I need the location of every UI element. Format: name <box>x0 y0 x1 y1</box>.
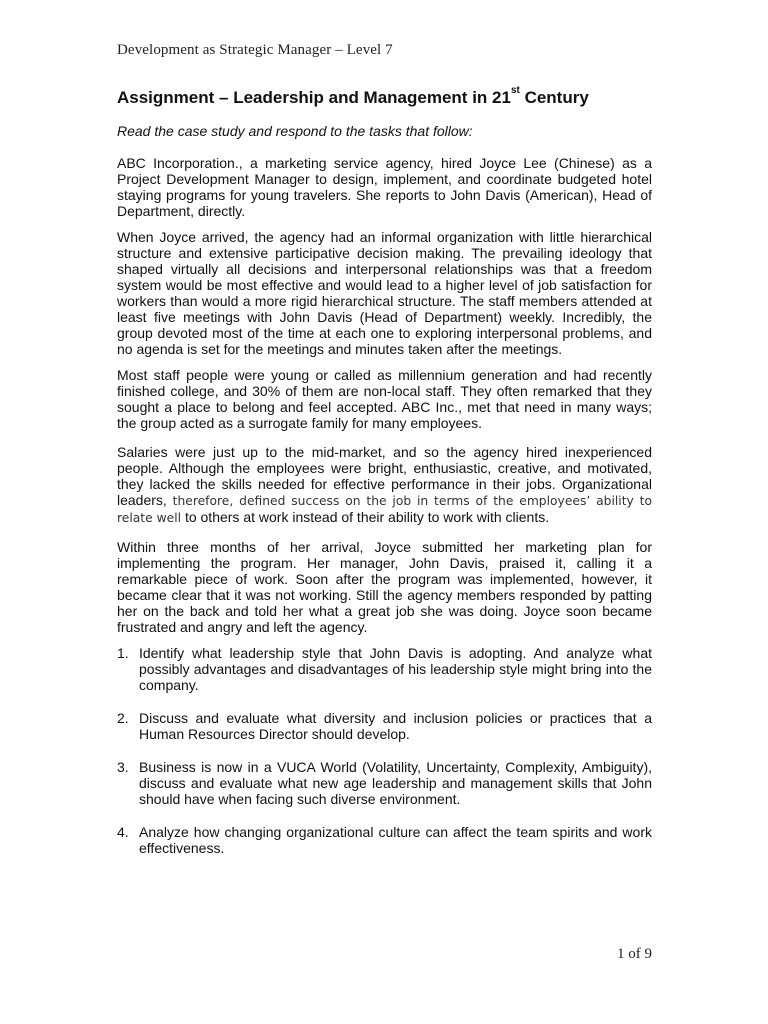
task-text: Analyze how changing organizational culture can affect the team spirits and work effectiveness. <box>139 824 652 856</box>
task-number: 3. <box>117 759 129 775</box>
task-item <box>117 645 652 693</box>
case-paragraph-3: Most staff people were young or called as millennium generation and had recently finished college, and 30% of them are non-local staff. They often remarked that they sought a place to belong and feel accepted. ABC Inc., met that need in many ways; the group acted as a surrogate family for many employees. <box>117 367 652 431</box>
task-item <box>117 824 652 856</box>
case-paragraph-4-part-1: Salaries were just up to the mid-market, and so the agency hired inexperienced people. Although the employees were bright, enthusiastic, creative, and motivated, they lacked the skills needed for effective performance in their jobs. Organizational leaders, <box>117 444 652 508</box>
task-number: 2. <box>117 710 129 726</box>
case-paragraph-4-part-3: to others at work instead of their ability to work with clients. <box>181 509 550 525</box>
case-paragraph-2: When Joyce arrived, the agency had an informal organization with little hierarchical structure and extensive participative decision making. The prevailing ideology that shaped virtually all decisions and interpersonal relationships was that a freedom system would be most effective and would lead to a higher level of job satisfaction for workers than would a more rigid hierarchical structure. The staff members attended at least five meetings with John Davis (Head of Department) weekly. Incredibly, the group devoted most of the time at each one to exploring interpersonal problems, and no agenda is set for the meetings and minutes taken after the meetings. <box>117 229 652 357</box>
case-paragraph-5: Within three months of her arrival, Joyce submitted her marketing plan for implementing the program. Her manager, John Davis, praised it, calling it a remarkable piece of work. Soon after the program was implemented, however, it became clear that it was not working. Still the agency members responded by patting her on the back and told her what a great job she was doing. Joyce soon became frustrated and angry and left the agency. <box>117 539 652 635</box>
task-number: 4. <box>117 824 129 840</box>
task-list <box>117 645 652 873</box>
case-paragraph-4-part-2: therefore, defined success on the job in terms of the employees’ ability to relate well <box>117 494 652 525</box>
task-item <box>117 710 652 742</box>
assignment-title <box>117 85 589 108</box>
title-tail: Century <box>519 88 589 107</box>
running-header: Development as Strategic Manager – Level 7 <box>117 42 393 58</box>
page-number: 1 of 9 <box>617 946 652 962</box>
task-text: Identify what leadership style that John Davis is adopting. And analyze what possibly advantages and disadvantages of his leadership style might bring into the company. <box>139 645 652 693</box>
case-paragraph-4 <box>117 444 652 526</box>
task-number: 1. <box>117 645 129 661</box>
task-item <box>117 759 652 807</box>
title-main: Assignment – Leadership and Management in 21 <box>117 88 511 107</box>
case-paragraph-1: ABC Incorporation., a marketing service agency, hired Joyce Lee (Chinese) as a Project Development Manager to design, implement, and coordinate budgeted hotel staying programs for young travelers. She reports to John Davis (American), Head of Department, directly. <box>117 155 652 219</box>
title-superscript: st <box>510 85 520 96</box>
instructions-subtitle: Read the case study and respond to the tasks that follow: <box>117 123 473 139</box>
task-text: Discuss and evaluate what diversity and inclusion policies or practices that a Human Resources Director should develop. <box>139 710 652 742</box>
task-text: Business is now in a VUCA World (Volatility, Uncertainty, Complexity, Ambiguity), discuss and evaluate what new age leadership and management skills that John should have when facing such diverse environment. <box>139 759 652 807</box>
